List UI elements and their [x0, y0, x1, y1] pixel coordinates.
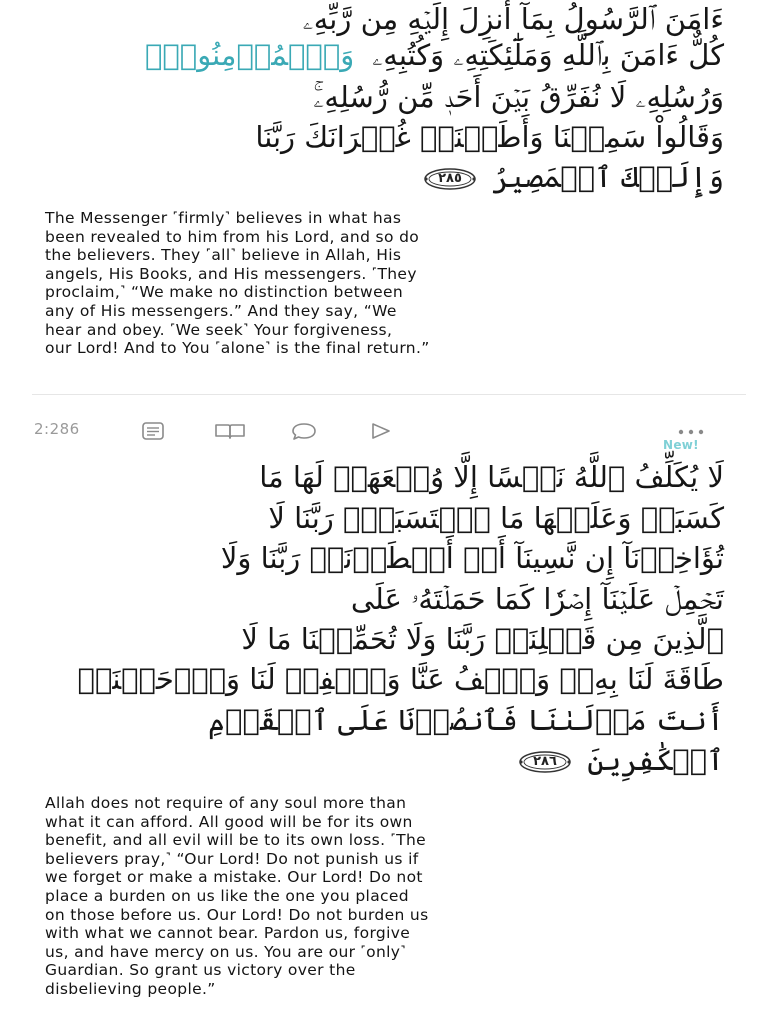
verse-2-285 [0, 0, 768, 380]
arabic-line: وَرُسُلِهِۦ لَا نُفَرِّقُ بَيۡنَ أَحَدٖ مِّن رُّسُلِهِۦۚ [313, 80, 724, 114]
verse-2-286 [0, 400, 768, 1024]
arabic-line: ٱلۡكَٰفِرِينَ ٢٨٦ [512, 743, 724, 777]
verse-divider [32, 394, 746, 395]
arabic-line: ٱلَّذِينَ مِن قَبۡلِنَاۚ رَبَّنَا وَلَا تُحَمِّلۡنَا مَا لَا [241, 622, 724, 656]
arabic-line: أَنتَ مَوۡلَىٰنَا فَٱنصُرۡنَا عَلَى ٱلۡقَوۡمِ [208, 703, 724, 737]
arabic-line: كَسَبَتۡ وَعَلَيۡهَا مَا ٱكۡتَسَبَتۡۗ رَبَّنَا لَا [268, 501, 724, 535]
verse-number-badge: ٢٨٦ [518, 750, 572, 774]
arabic-line: وَقَالُواْ سَمِعۡنَا وَأَطَعۡنَاۖ غُفۡرَانَكَ رَبَّنَا [255, 120, 724, 154]
arabic-line: كُلٌّ ءَامَنَ بِٱللَّهِ وَمَلَٰٓئِكَتِهِۦ وَكُتُبِهِۦوَٱلۡمُؤۡمِنُونَۚ [144, 38, 724, 72]
translation-text: The Messenger ˹firmly˺ believes in what has been revealed to him from his Lord, and so do the believers. They ˹all˺ believe in Allah, His angels, His Books, and His messengers. ˹They proclaim,˺ “We make no distinction between any of His messengers.” And they say, “We hear and obey. ˹We seek˺ Your forgiveness, our Lord! And to You ˹alone˺ is the final return.” [45, 209, 430, 358]
arabic-line: ءَامَنَ ٱلرَّسُولُ بِمَآ أُنزِلَ إِلَيۡهِ مِن رَّبِّهِۦ [302, 2, 724, 36]
arabic-line: طَاقَةَ لَنَا بِهِۦۖ وَٱعۡفُ عَنَّا وَٱغۡفِرۡ لَنَا وَٱرۡحَمۡنَآۚ [77, 662, 724, 696]
verse-number-badge: ٢٨٥ [423, 167, 477, 191]
arabic-line: تُؤَاخِذۡنَآ إِن نَّسِينَآ أَوۡ أَخۡطَأۡنَاۚ رَبَّنَا وَلَا [220, 541, 724, 575]
arabic-line: تَحۡمِلۡ عَلَيۡنَآ إِصۡرٗا كَمَا حَمَلۡتَهُۥ عَلَى [350, 582, 724, 616]
new-badge: New! [663, 438, 699, 452]
translation-text: Allah does not require of any soul more than what it can afford. All good will be for its own benefit, and all evil will be to its own loss. ˹The believers pray,˺ “Our Lord! Do not punish us if we forget or make a mistake. Our Lord! Do not place a burden on us like the one you placed on those before us. Our Lord! Do not burden us with what we cannot bear. Pardon us, forgive us, and have mercy on us. You are our ˹only˺ Guardian. So grant us victory over the disbelieving people.” [45, 794, 429, 998]
arabic-line: لَا يُكَلِّفُ ٱللَّهُ نَفۡسًا إِلَّا وُسۡعَهَاۚ لَهَا مَا [259, 460, 724, 494]
verse-reference: 2:286 [34, 420, 80, 438]
highlighted-word[interactable]: وَٱلۡمُؤۡمِنُونَۚ [144, 38, 355, 72]
arabic-line: وَإِلَيۡكَ ٱلۡمَصِيرُ ٢٨٥ [417, 160, 724, 194]
